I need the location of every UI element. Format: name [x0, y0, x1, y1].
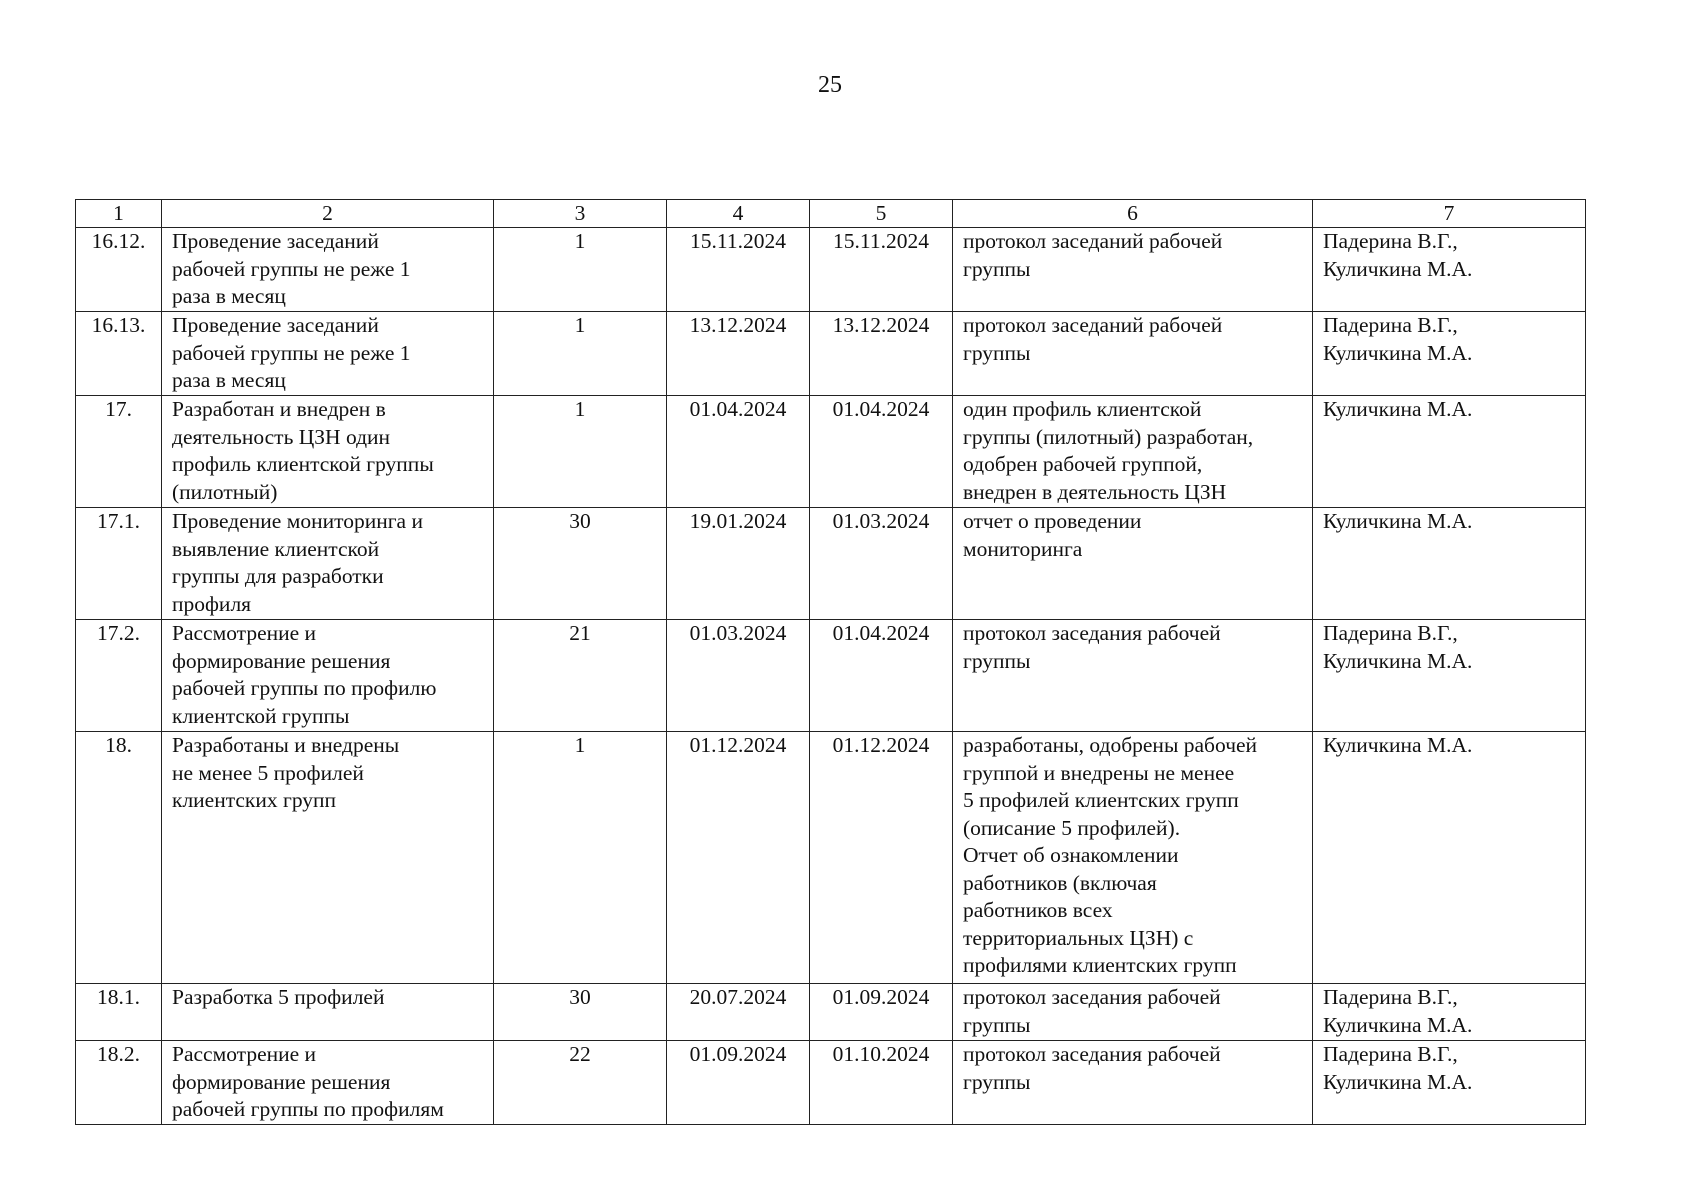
- start-date: 01.04.2024: [667, 396, 810, 508]
- responsible: Падерина В.Г., Куличкина М.А.: [1313, 620, 1586, 732]
- start-date: 15.11.2024: [667, 228, 810, 312]
- responsible: Куличкина М.А.: [1313, 508, 1586, 620]
- row-number: 18.2.: [76, 1041, 162, 1125]
- duration: 1: [494, 396, 667, 508]
- task-name: Разработан и внедрен в деятельность ЦЗН один профиль клиентской группы (пилотный): [162, 396, 494, 508]
- table-row: [76, 984, 1586, 1041]
- responsible: Падерина В.Г., Куличкина М.А.: [1313, 984, 1586, 1041]
- result: отчет о проведении мониторинга: [953, 508, 1313, 620]
- row-number: 18.: [76, 732, 162, 984]
- column-header: 1: [76, 200, 162, 228]
- task-name: Проведение мониторинга и выявление клиентской группы для разработки профиля: [162, 508, 494, 620]
- task-name: Проведение заседаний рабочей группы не реже 1 раза в месяц: [162, 312, 494, 396]
- end-date: 01.09.2024: [810, 984, 953, 1041]
- end-date: 15.11.2024: [810, 228, 953, 312]
- end-date: 13.12.2024: [810, 312, 953, 396]
- start-date: 01.12.2024: [667, 732, 810, 984]
- end-date: 01.10.2024: [810, 1041, 953, 1125]
- result: протокол заседания рабочей группы: [953, 620, 1313, 732]
- end-date: 01.04.2024: [810, 396, 953, 508]
- duration: 30: [494, 984, 667, 1041]
- duration: 1: [494, 228, 667, 312]
- responsible: Куличкина М.А.: [1313, 732, 1586, 984]
- column-header: 7: [1313, 200, 1586, 228]
- task-name: Проведение заседаний рабочей группы не реже 1 раза в месяц: [162, 228, 494, 312]
- duration: 1: [494, 732, 667, 984]
- start-date: 20.07.2024: [667, 984, 810, 1041]
- responsible: Куличкина М.А.: [1313, 396, 1586, 508]
- start-date: 13.12.2024: [667, 312, 810, 396]
- table-row: [76, 228, 1586, 312]
- page-number: 25: [818, 72, 842, 98]
- responsible: Падерина В.Г., Куличкина М.А.: [1313, 312, 1586, 396]
- duration: 1: [494, 312, 667, 396]
- table-row: [76, 620, 1586, 732]
- end-date: 01.04.2024: [810, 620, 953, 732]
- start-date: 01.09.2024: [667, 1041, 810, 1125]
- row-number: 16.13.: [76, 312, 162, 396]
- duration: 22: [494, 1041, 667, 1125]
- end-date: 01.12.2024: [810, 732, 953, 984]
- duration: 21: [494, 620, 667, 732]
- start-date: 19.01.2024: [667, 508, 810, 620]
- table-row: [76, 1041, 1586, 1125]
- row-number: 17.2.: [76, 620, 162, 732]
- task-name: Разработка 5 профилей: [162, 984, 494, 1041]
- row-number: 17.: [76, 396, 162, 508]
- header-row: [76, 200, 1586, 228]
- result: протокол заседаний рабочей группы: [953, 228, 1313, 312]
- task-name: Рассмотрение и формирование решения рабочей группы по профилям: [162, 1041, 494, 1125]
- responsible: Падерина В.Г., Куличкина М.А.: [1313, 1041, 1586, 1125]
- result: протокол заседания рабочей группы: [953, 984, 1313, 1041]
- start-date: 01.03.2024: [667, 620, 810, 732]
- table-row: [76, 396, 1586, 508]
- duration: 30: [494, 508, 667, 620]
- table-row: [76, 508, 1586, 620]
- row-number: 17.1.: [76, 508, 162, 620]
- column-header: 3: [494, 200, 667, 228]
- row-number: 16.12.: [76, 228, 162, 312]
- plan-table: [75, 199, 1586, 1125]
- result: протокол заседаний рабочей группы: [953, 312, 1313, 396]
- end-date: 01.03.2024: [810, 508, 953, 620]
- task-name: Разработаны и внедрены не менее 5 профилей клиентских групп: [162, 732, 494, 984]
- column-header: 2: [162, 200, 494, 228]
- result: разработаны, одобрены рабочей группой и внедрены не менее 5 профилей клиентских групп (описание 5 профилей). Отчет об ознакомлении работников (включая работников всех территориальных ЦЗН) с профилями клиентских групп: [953, 732, 1313, 984]
- table-row: [76, 312, 1586, 396]
- row-number: 18.1.: [76, 984, 162, 1041]
- responsible: Падерина В.Г., Куличкина М.А.: [1313, 228, 1586, 312]
- column-header: 5: [810, 200, 953, 228]
- column-header: 6: [953, 200, 1313, 228]
- column-header: 4: [667, 200, 810, 228]
- table-row: [76, 732, 1586, 984]
- result: протокол заседания рабочей группы: [953, 1041, 1313, 1125]
- result: один профиль клиентской группы (пилотный) разработан, одобрен рабочей группой, внедрен в деятельность ЦЗН: [953, 396, 1313, 508]
- task-name: Рассмотрение и формирование решения рабочей группы по профилю клиентской группы: [162, 620, 494, 732]
